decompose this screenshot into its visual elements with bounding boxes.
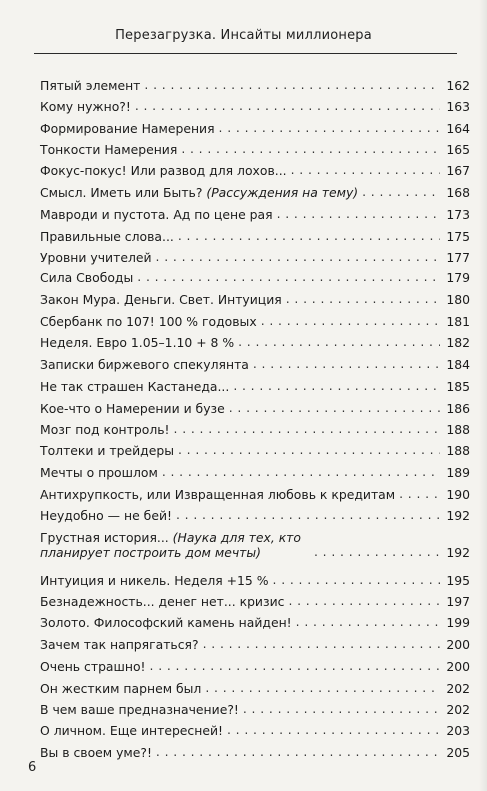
toc-leader-dots: [229, 401, 440, 414]
toc-leader-dots: [203, 637, 440, 650]
toc-entry: [40, 465, 470, 480]
toc-page-number: 189: [446, 465, 470, 480]
toc-entry-title-text: Сбербанк по 107! 100 % годовых: [40, 314, 257, 329]
toc-entry-title-text: О личном. Еще интересней!: [40, 723, 223, 738]
toc-page-number: 180: [446, 292, 470, 307]
toc-entry-title-text: Он жестким парнем был: [40, 681, 202, 696]
toc-page-number: 177: [446, 250, 470, 265]
toc-leader-dots: [135, 99, 440, 112]
toc-entry: [40, 335, 470, 350]
toc-leader-dots: [273, 573, 440, 586]
toc-entry-title-text: Правильные слова...: [40, 229, 174, 244]
toc-entry-title: [40, 443, 174, 458]
toc-entry-title: [40, 163, 287, 178]
page-number: 6: [28, 760, 37, 775]
toc-entry-title: [40, 270, 133, 285]
toc-entry-title-text: Смысл. Иметь или Быть?: [40, 185, 207, 200]
toc-page-number: 205: [446, 745, 470, 760]
toc-leader-dots: [286, 292, 440, 305]
toc-entry-title: [40, 99, 131, 114]
toc-entry-title-text: Кое-что о Намерении и бузе: [40, 401, 225, 416]
toc-entry-title: [40, 379, 229, 394]
toc-entry-title-text: Толтеки и трейдеры: [40, 443, 174, 458]
toc-entry-title: [40, 401, 225, 416]
toc-entry: [40, 379, 470, 394]
toc-page-number: 199: [446, 615, 470, 630]
toc-leader-dots: [261, 314, 440, 327]
toc-entry-title-text: Интуиция и никель. Неделя +15 %: [40, 573, 269, 588]
toc-entry: [40, 573, 470, 588]
toc-entry: [40, 637, 470, 652]
toc-page-number: 165: [446, 142, 470, 157]
toc-entry: [40, 250, 470, 265]
toc-page-number: 185: [446, 379, 470, 394]
toc-entry-title: [40, 594, 284, 609]
toc-page-number: 192: [446, 508, 470, 523]
toc-entry-title-text: Очень страшно!: [40, 659, 146, 674]
toc-page-number: 181: [446, 314, 470, 329]
toc-leader-dots: [205, 681, 440, 694]
toc-entry-title: [40, 530, 310, 560]
toc-leader-dots: [162, 465, 440, 478]
toc-entry: [40, 185, 470, 200]
toc-leader-dots: [243, 702, 440, 715]
toc-entry: [40, 615, 470, 630]
toc-entry: [40, 142, 470, 157]
toc-entry-title-text: Неделя. Евро 1.05–1.10 + 8 %: [40, 335, 235, 350]
toc-page-number: 188: [446, 443, 470, 458]
toc-entry-title: [40, 292, 282, 307]
toc-entry-title: [40, 422, 170, 437]
toc-entry-title: [40, 615, 292, 630]
toc-entry-title: [40, 659, 146, 674]
toc-entry-title-text: Зачем так напрягаться?: [40, 637, 199, 652]
toc-entry-title: [40, 723, 223, 738]
toc-page-number: 192: [446, 545, 470, 560]
toc-entry: [40, 594, 470, 609]
toc-page-number: 190: [446, 487, 470, 502]
toc-leader-dots: [156, 745, 440, 758]
toc-leader-dots: [288, 594, 440, 607]
toc-entry-title: [40, 250, 152, 265]
toc-page-number: 184: [446, 357, 470, 372]
toc-leader-dots: [399, 487, 440, 500]
toc-entry: [40, 659, 470, 674]
toc-page-number: 197: [446, 594, 470, 609]
toc-entry-title: [40, 487, 395, 502]
toc-entry-title: [40, 508, 172, 523]
toc-leader-dots: [181, 142, 440, 155]
toc-page-number: 202: [446, 681, 470, 696]
toc-entry: [40, 487, 470, 502]
toc-entry-title: [40, 702, 239, 717]
toc-entry: [40, 508, 470, 523]
toc-entry-title: [40, 745, 152, 760]
toc-entry-title-text: Уровни учителей: [40, 250, 152, 265]
toc-entry-title-text: Антихрупкость, или Извращенная любовь к кредитам: [40, 487, 396, 502]
toc-entry-title: [40, 681, 201, 696]
toc-page-number: 200: [446, 637, 470, 652]
header-rule: [34, 53, 457, 54]
toc-leader-dots: [176, 508, 440, 521]
toc-entry-title: [40, 314, 257, 329]
toc-entry-title-text: Мозг под контроль!: [40, 422, 170, 437]
toc-page-number: 200: [446, 659, 470, 674]
toc-entry: [40, 121, 470, 136]
toc-entry-title: [40, 121, 215, 136]
toc-entry-title: [40, 335, 234, 350]
toc-leader-dots: [277, 207, 440, 220]
toc-page-number: 195: [446, 573, 470, 588]
toc-entry: [40, 314, 470, 329]
toc-entry: [40, 530, 470, 560]
toc-leader-dots: [314, 545, 440, 558]
toc-page-number: 202: [446, 702, 470, 717]
toc-entry: [40, 229, 470, 244]
toc-leader-dots: [233, 379, 440, 392]
toc-entry-title-text: Безнадежность... денег нет... кризис: [40, 594, 285, 609]
toc-entry-title-text: Записки биржевого спекулянта: [40, 357, 249, 372]
toc-page-number: 179: [446, 270, 470, 285]
toc-page-number: 163: [446, 99, 470, 114]
toc-entry-title: [40, 229, 174, 244]
toc-page-number: 182: [446, 335, 470, 350]
toc-entry-title-text: Пятый элемент: [40, 78, 141, 93]
toc-entry-title-text: Закон Мура. Деньги. Свет. Интуиция: [40, 292, 282, 307]
toc-entry: [40, 401, 470, 416]
toc-entry-title-text: Вы в своем уме?!: [40, 745, 152, 760]
toc-leader-dots: [362, 185, 440, 198]
toc-entry-title-italic: (Рассуждения на тему): [206, 185, 359, 200]
toc-page-number: 203: [446, 723, 470, 738]
toc-entry-title-text: Неудобно — не бей!: [40, 508, 172, 523]
running-head: Перезагрузка. Инсайты миллионера: [115, 28, 372, 43]
toc-entry: [40, 422, 470, 437]
toc-entry-title: [40, 78, 140, 93]
toc-entry: [40, 270, 470, 285]
toc-entry-title-text: Не так страшен Кастанеда...: [40, 379, 230, 394]
toc-entry-title: [40, 142, 177, 157]
toc-page-number: 167: [446, 163, 470, 178]
toc-entry-title: [40, 185, 358, 200]
toc-entry-title-text: Мавроди и пустота. Ад по цене рая: [40, 207, 273, 222]
toc-leader-dots: [156, 250, 440, 263]
toc-entry-title-italic: (Наука для тех, кто планирует построить дом мечты): [40, 530, 301, 560]
toc-entry-title: [40, 465, 158, 480]
toc-leader-dots: [144, 78, 440, 91]
toc-entry-title-text: Грустная история...: [40, 530, 173, 545]
toc-leader-dots: [137, 270, 440, 283]
toc-entry: [40, 681, 470, 696]
toc-page-number: 168: [446, 185, 470, 200]
toc-page-number: 164: [446, 121, 470, 136]
toc-entry: [40, 163, 470, 178]
toc-entry: [40, 99, 470, 114]
page-edge-shadow: [479, 0, 487, 791]
toc-entry-title-text: Формирование Намерения: [40, 121, 215, 136]
toc-page-number: 173: [446, 207, 470, 222]
toc-entry-title: [40, 357, 249, 372]
toc-entry-title-text: Золото. Философский камень найден!: [40, 615, 292, 630]
toc-entry: [40, 292, 470, 307]
toc-leader-dots: [291, 163, 440, 176]
toc-entry: [40, 745, 470, 760]
toc-leader-dots: [178, 229, 440, 242]
toc-page-number: 162: [446, 78, 470, 93]
toc-entry: [40, 702, 470, 717]
toc-leader-dots: [150, 659, 440, 672]
toc-entry-title-text: Кому нужно?!: [40, 99, 131, 114]
toc-entry: [40, 443, 470, 458]
toc-entry-title: [40, 637, 199, 652]
toc-entry: [40, 357, 470, 372]
toc-leader-dots: [253, 357, 440, 370]
toc-entry: [40, 78, 470, 93]
toc-leader-dots: [238, 335, 440, 348]
toc-leader-dots: [296, 615, 440, 628]
toc-leader-dots: [178, 443, 440, 456]
toc-entry: [40, 723, 470, 738]
toc-entry-title-text: Сила Свободы: [40, 270, 134, 285]
toc-entry-title: [40, 573, 269, 588]
toc-leader-dots: [227, 723, 440, 736]
toc-entry-title-text: Тонкости Намерения: [40, 142, 178, 157]
toc-page-number: 188: [446, 422, 470, 437]
toc-page-number: 186: [446, 401, 470, 416]
toc-entry-title: [40, 207, 273, 222]
toc-leader-dots: [174, 422, 440, 435]
toc-entry-title-text: Мечты о прошлом: [40, 465, 158, 480]
toc-page-number: 175: [446, 229, 470, 244]
toc-leader-dots: [219, 121, 440, 134]
toc-entry-title-text: В чем ваше предназначение?!: [40, 702, 239, 717]
toc-entry: [40, 207, 470, 222]
toc-entry-title-text: Фокус-покус! Или развод для лохов...: [40, 163, 287, 178]
